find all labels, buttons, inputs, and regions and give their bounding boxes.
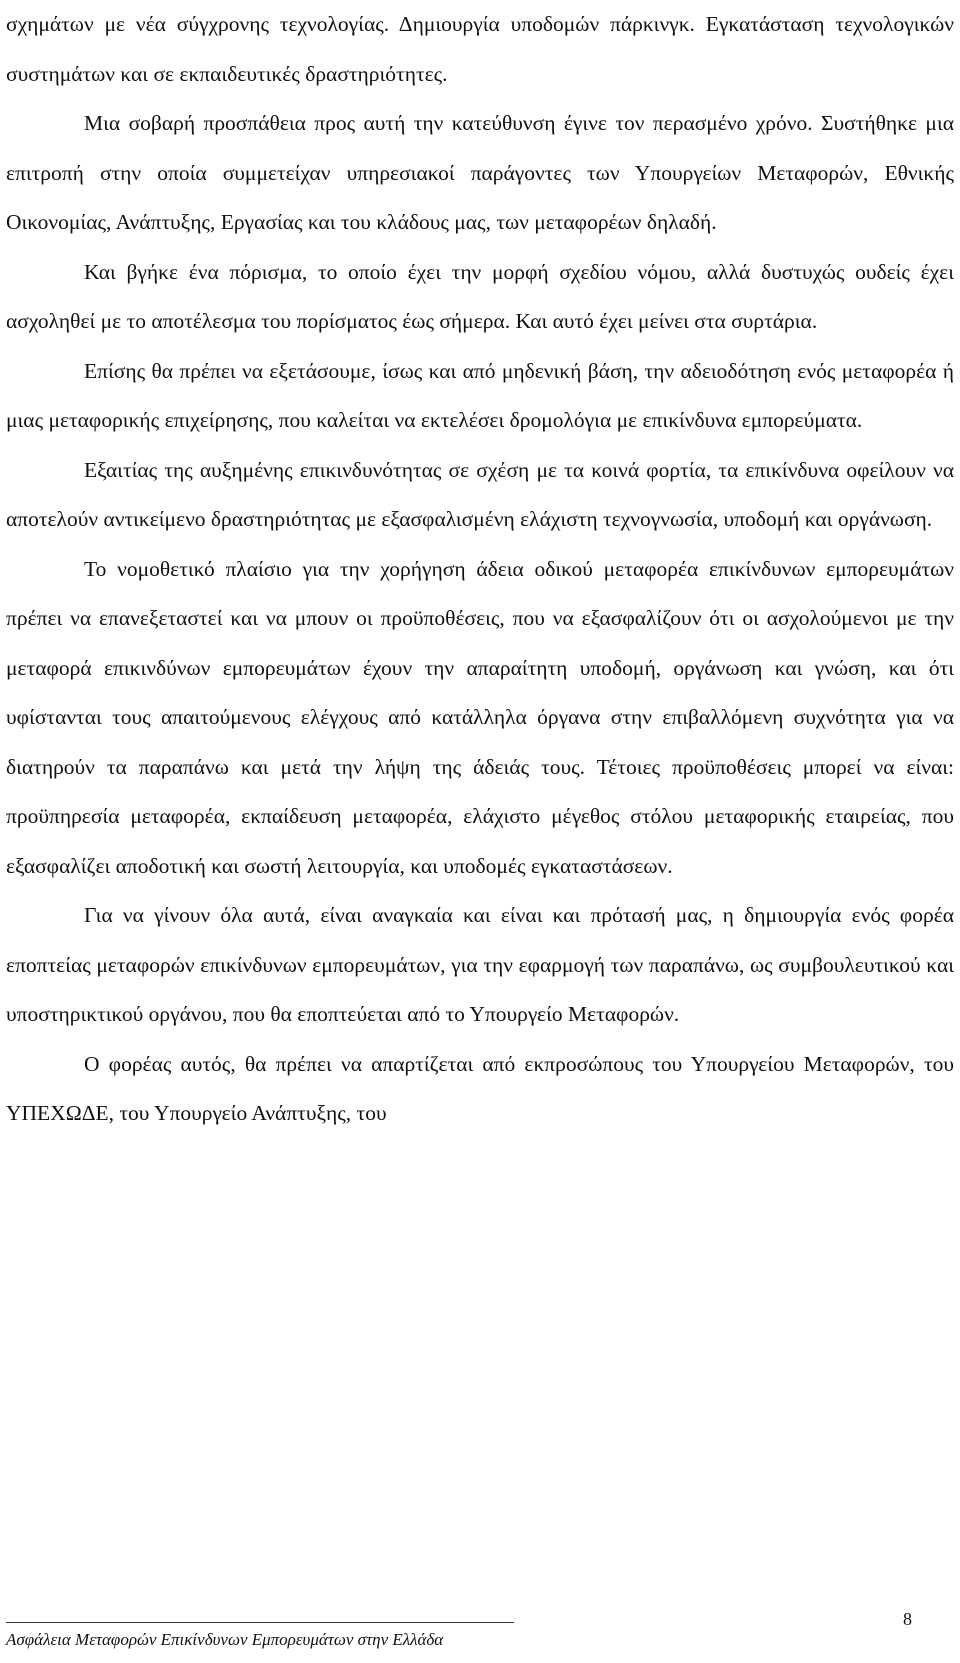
paragraph-continuation: σχημάτων με νέα σύγχρονης τεχνολογίας. Δημιουργία υποδομών πάρκινγκ. Εγκατάσταση τεχνολογικών συστημάτων και σε εκπαιδευτικές δραστηριότητες. [6,12,954,86]
paragraph-licensing: Επίσης θα πρέπει να εξετάσουμε, ίσως και από μηδενική βάση, την αδειοδότηση ενός μεταφορέα ή μιας μεταφορικής επιχείρησης, που καλείται να εκτελέσει δρομολόγια με επικίνδυνα εμπορεύματα. [6,358,954,432]
page-number: 8 [903,1609,912,1629]
paragraph-committee: Μια σοβαρή προσπάθεια προς αυτή την κατεύθυνση έγινε τον περασμένο χρόνο. Συστήθηκε μια επιτροπή στην οποία συμμετείχαν υπηρεσιακοί παράγοντες των Υπουργείων Μεταφορών, Εθνικής Οικονομίας, Ανάπτυξης, Εργασίας και του κλάδους μας, των μεταφορέων δηλαδή. [6,111,954,234]
footer-title: Ασφάλεια Μεταφορών Επικίνδυνων Εμπορευμάτων στην Ελλάδα [6,1630,444,1649]
paragraph-risk: Εξαιτίας της αυξημένης επικινδυνότητας σε σχέση με τα κοινά φορτία, τα επικίνδυνα οφείλουν να αποτελούν αντικείμενο δραστηριότητας με εξασφαλισμένη ελάχιστη τεχνογνωσία, υποδομή και οργάνωση. [6,457,954,531]
document-page [6,0,954,1139]
paragraph-body-composition: Ο φορέας αυτός, θα πρέπει να απαρτίζεται από εκπροσώπους του Υπουργείου Μεταφορών, του ΥΠΕΧΩΔΕ, του Υπουργείο Ανάπτυξης, του [6,1051,954,1125]
paragraph-legal-framework: Το νομοθετικό πλαίσιο για την χορήγηση άδεια οδικού μεταφορέα επικίνδυνων εμπορευμάτων πρέπει να επανεξεταστεί και να μπουν οι προϋποθέσεις, που να εξασφαλίζουν ότι οι ασχολούμενοι με την μεταφορά επικινδύνων εμπορευμάτων έχουν την απαραίτητη υποδομή, οργάνωση και γνώση, και ότι υφίστανται τους απαιτούμενους ελέγχους από κατάλληλα όργανα στην επιβαλλόμενη συχνότητα για να διατηρούν τα παραπάνω και μετά την λήψη της άδειάς τους. Τέτοιες προϋποθέσεις μπορεί να είναι: προϋπηρεσία μεταφορέα, εκπαίδευση μεταφορέα, ελάχιστο μέγεθος στόλου μεταφορικής εταιρείας, που εξασφαλίζει αποδοτική και σωστή λειτουργία, και υποδομές εγκαταστάσεων. [6,556,954,878]
footer-divider [6,1622,514,1623]
paragraph-findings: Και βγήκε ένα πόρισμα, το οποίο έχει την μορφή σχεδίου νόμου, αλλά δυστυχώς ουδείς έχει ασχοληθεί με το αποτέλεσμα του πορίσματος έως σήμερα. Και αυτό έχει μείνει στα συρτάρια. [6,259,954,333]
paragraph-proposal: Για να γίνουν όλα αυτά, είναι αναγκαία και είναι και πρότασή μας, η δημιουργία ενός φορέα εποπτείας μεταφορών επικίνδυνων εμπορευμάτων, για την εφαρμογή των παραπάνω, ως συμβουλευτικού και υποστηρικτικού οργάνου, που θα εποπτεύεται από το Υπουργείο Μεταφορών. [6,903,954,1026]
